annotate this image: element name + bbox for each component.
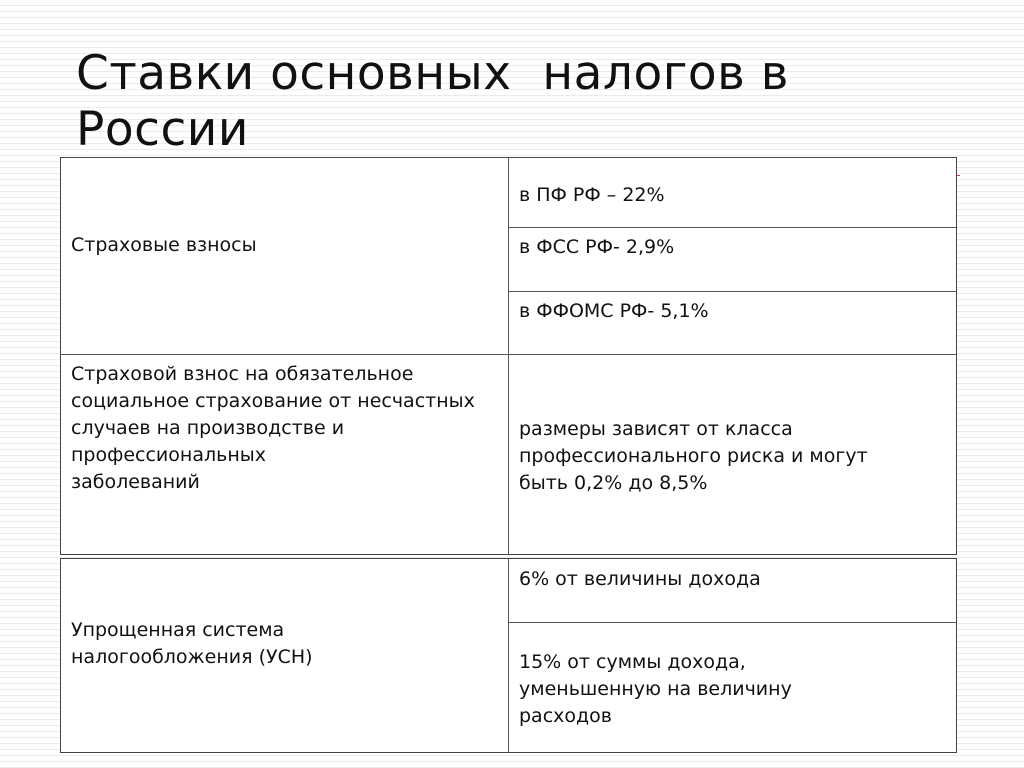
income-minus-expenses-rate: 15% от суммы дохода, уменьшенную на величину расходов	[519, 651, 792, 727]
sub-row-divider	[509, 227, 956, 228]
column-divider	[508, 559, 509, 752]
social-insurance-fund-rate: в ФСС РФ- 2,9%	[519, 236, 675, 258]
slide-title: Ставки основных налогов в России	[76, 46, 805, 157]
simplified-taxation-label: Упрощенная система налогообложения (УСН)	[71, 619, 313, 668]
accident-insurance-label: Страховой взнос на обязательное социальное страхование от несчастных случаев на производстве и профессиональных заболеваний	[71, 363, 475, 493]
accident-insurance-rate: размеры зависят от класса профессионального риска и могут быть 0,2% до 8,5%	[519, 418, 868, 494]
income-rate: 6% от величины дохода	[519, 568, 761, 590]
column-divider	[508, 158, 509, 554]
pension-fund-rate: в ПФ РФ – 22%	[519, 184, 665, 206]
decorative-tick	[957, 175, 960, 176]
sub-row-divider	[509, 622, 956, 623]
sub-row-divider	[509, 291, 956, 292]
row-divider	[61, 354, 956, 355]
medical-insurance-fund-rate: в ФФОМС РФ- 5,1%	[519, 300, 709, 322]
tax-rates-table-2	[60, 558, 957, 753]
insurance-contributions-label: Страховые взносы	[71, 234, 257, 256]
tax-rates-table-1	[60, 157, 957, 555]
